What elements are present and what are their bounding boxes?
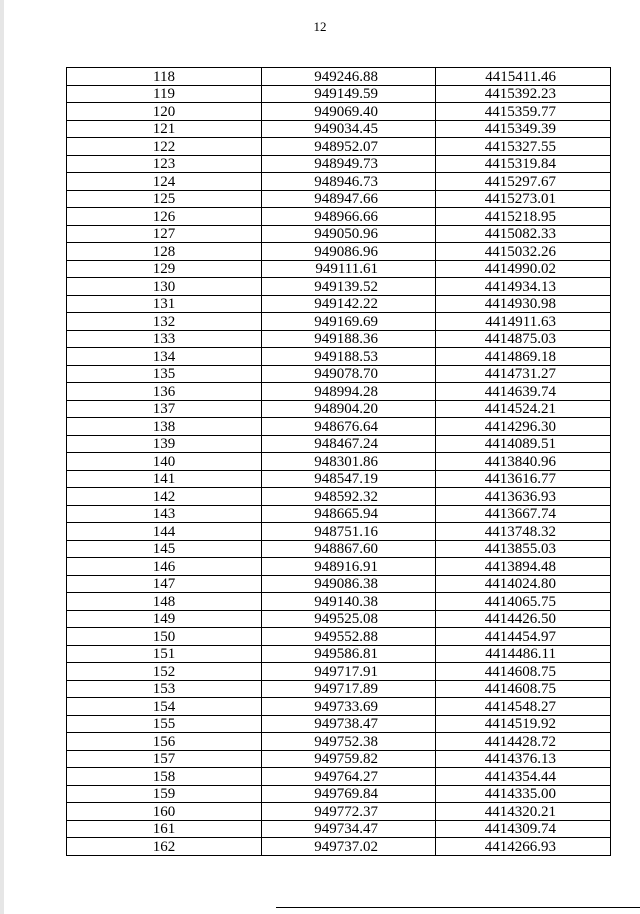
y-coordinate-cell: 4415297.67	[436, 173, 611, 191]
point-number-cell: 145	[67, 540, 262, 558]
point-number-cell: 143	[67, 505, 262, 523]
x-coordinate-cell: 949738.47	[262, 715, 436, 733]
x-coordinate-cell: 949759.82	[262, 750, 436, 768]
table-row	[67, 680, 611, 698]
x-coordinate-cell: 949552.88	[262, 628, 436, 646]
table-row	[67, 225, 611, 243]
point-number-cell: 127	[67, 225, 262, 243]
table-row	[67, 103, 611, 121]
point-number-cell: 138	[67, 418, 262, 436]
point-number-cell: 137	[67, 400, 262, 418]
x-coordinate-cell: 949246.88	[262, 68, 436, 86]
y-coordinate-cell: 4414639.74	[436, 383, 611, 401]
table-row	[67, 418, 611, 436]
y-coordinate-cell: 4414519.92	[436, 715, 611, 733]
table-row	[67, 663, 611, 681]
y-coordinate-cell: 4414426.50	[436, 610, 611, 628]
table-row	[67, 785, 611, 803]
y-coordinate-cell: 4414335.00	[436, 785, 611, 803]
x-coordinate-cell: 949149.59	[262, 85, 436, 103]
y-coordinate-cell: 4414930.98	[436, 295, 611, 313]
x-coordinate-cell: 949142.22	[262, 295, 436, 313]
y-coordinate-cell: 4413748.32	[436, 523, 611, 541]
x-coordinate-cell: 949188.53	[262, 348, 436, 366]
point-number-cell: 151	[67, 645, 262, 663]
point-number-cell: 152	[67, 663, 262, 681]
point-number-cell: 147	[67, 575, 262, 593]
y-coordinate-cell: 4413840.96	[436, 453, 611, 471]
x-coordinate-cell: 948547.19	[262, 470, 436, 488]
x-coordinate-cell: 949188.36	[262, 330, 436, 348]
x-coordinate-cell: 948966.66	[262, 208, 436, 226]
point-number-cell: 125	[67, 190, 262, 208]
table-row	[67, 453, 611, 471]
table-row	[67, 820, 611, 838]
y-coordinate-cell: 4414548.27	[436, 698, 611, 716]
point-number-cell: 134	[67, 348, 262, 366]
table-row	[67, 488, 611, 506]
x-coordinate-cell: 948994.28	[262, 383, 436, 401]
x-coordinate-cell: 949717.91	[262, 663, 436, 681]
y-coordinate-cell: 4414486.11	[436, 645, 611, 663]
x-coordinate-cell: 948949.73	[262, 155, 436, 173]
x-coordinate-cell: 949086.96	[262, 243, 436, 261]
x-coordinate-cell: 949078.70	[262, 365, 436, 383]
table-row	[67, 715, 611, 733]
point-number-cell: 126	[67, 208, 262, 226]
table-row	[67, 523, 611, 541]
x-coordinate-cell: 949734.47	[262, 820, 436, 838]
point-number-cell: 123	[67, 155, 262, 173]
table-row	[67, 435, 611, 453]
table-row	[67, 838, 611, 856]
point-number-cell: 135	[67, 365, 262, 383]
point-number-cell: 159	[67, 785, 262, 803]
y-coordinate-cell: 4414608.75	[436, 680, 611, 698]
table-row	[67, 365, 611, 383]
point-number-cell: 148	[67, 593, 262, 611]
table-row	[67, 750, 611, 768]
y-coordinate-cell: 4415319.84	[436, 155, 611, 173]
y-coordinate-cell: 4414354.44	[436, 768, 611, 786]
y-coordinate-cell: 4414376.13	[436, 750, 611, 768]
y-coordinate-cell: 4415032.26	[436, 243, 611, 261]
x-coordinate-cell: 949769.84	[262, 785, 436, 803]
y-coordinate-cell: 4415327.55	[436, 138, 611, 156]
y-coordinate-cell: 4414454.97	[436, 628, 611, 646]
y-coordinate-cell: 4414089.51	[436, 435, 611, 453]
point-number-cell: 118	[67, 68, 262, 86]
y-coordinate-cell: 4414309.74	[436, 820, 611, 838]
table-row	[67, 313, 611, 331]
point-number-cell: 136	[67, 383, 262, 401]
point-number-cell: 161	[67, 820, 262, 838]
table-row	[67, 330, 611, 348]
point-number-cell: 158	[67, 768, 262, 786]
x-coordinate-cell: 949752.38	[262, 733, 436, 751]
x-coordinate-cell: 949717.89	[262, 680, 436, 698]
x-coordinate-cell: 948301.86	[262, 453, 436, 471]
point-number-cell: 140	[67, 453, 262, 471]
table-row	[67, 505, 611, 523]
point-number-cell: 155	[67, 715, 262, 733]
y-coordinate-cell: 4415359.77	[436, 103, 611, 121]
point-number-cell: 132	[67, 313, 262, 331]
point-number-cell: 122	[67, 138, 262, 156]
x-coordinate-cell: 949139.52	[262, 278, 436, 296]
page-number: 12	[313, 19, 327, 34]
table-row	[67, 208, 611, 226]
y-coordinate-cell: 4414869.18	[436, 348, 611, 366]
table-row	[67, 295, 611, 313]
x-coordinate-cell: 948952.07	[262, 138, 436, 156]
x-coordinate-cell: 949772.37	[262, 803, 436, 821]
table-row	[67, 540, 611, 558]
y-coordinate-cell: 4414024.80	[436, 575, 611, 593]
point-number-cell: 124	[67, 173, 262, 191]
y-coordinate-cell: 4415392.23	[436, 85, 611, 103]
point-number-cell: 120	[67, 103, 262, 121]
point-number-cell: 153	[67, 680, 262, 698]
bottom-rule	[276, 907, 640, 908]
y-coordinate-cell: 4413616.77	[436, 470, 611, 488]
scan-edge	[0, 0, 4, 914]
y-coordinate-cell: 4414990.02	[436, 260, 611, 278]
point-number-cell: 146	[67, 558, 262, 576]
x-coordinate-cell: 948467.24	[262, 435, 436, 453]
y-coordinate-cell: 4413667.74	[436, 505, 611, 523]
table-row	[67, 803, 611, 821]
y-coordinate-cell: 4413894.48	[436, 558, 611, 576]
x-coordinate-cell: 949069.40	[262, 103, 436, 121]
table-row	[67, 85, 611, 103]
table-row	[67, 610, 611, 628]
table-row	[67, 155, 611, 173]
table-row	[67, 190, 611, 208]
point-number-cell: 162	[67, 838, 262, 856]
table-row	[67, 645, 611, 663]
x-coordinate-cell: 949086.38	[262, 575, 436, 593]
table-row	[67, 243, 611, 261]
y-coordinate-cell: 4414296.30	[436, 418, 611, 436]
y-coordinate-cell: 4414524.21	[436, 400, 611, 418]
table-row	[67, 628, 611, 646]
point-number-cell: 160	[67, 803, 262, 821]
table-row	[67, 575, 611, 593]
table-row	[67, 470, 611, 488]
point-number-cell: 150	[67, 628, 262, 646]
table-row	[67, 400, 611, 418]
table-row	[67, 120, 611, 138]
table-row	[67, 138, 611, 156]
table-row	[67, 278, 611, 296]
y-coordinate-cell: 4414934.13	[436, 278, 611, 296]
x-coordinate-cell: 948592.32	[262, 488, 436, 506]
y-coordinate-cell: 4415273.01	[436, 190, 611, 208]
x-coordinate-cell: 948665.94	[262, 505, 436, 523]
x-coordinate-cell: 949586.81	[262, 645, 436, 663]
y-coordinate-cell: 4415218.95	[436, 208, 611, 226]
y-coordinate-cell: 4414911.63	[436, 313, 611, 331]
point-number-cell: 156	[67, 733, 262, 751]
x-coordinate-cell: 948751.16	[262, 523, 436, 541]
x-coordinate-cell: 948867.60	[262, 540, 436, 558]
table-row	[67, 558, 611, 576]
point-number-cell: 128	[67, 243, 262, 261]
y-coordinate-cell: 4414065.75	[436, 593, 611, 611]
x-coordinate-cell: 949525.08	[262, 610, 436, 628]
y-coordinate-cell: 4413855.03	[436, 540, 611, 558]
point-number-cell: 141	[67, 470, 262, 488]
point-number-cell: 154	[67, 698, 262, 716]
point-number-cell: 121	[67, 120, 262, 138]
y-coordinate-cell: 4414731.27	[436, 365, 611, 383]
coordinates-table	[66, 67, 611, 856]
table-row	[67, 348, 611, 366]
x-coordinate-cell: 949140.38	[262, 593, 436, 611]
x-coordinate-cell: 948916.91	[262, 558, 436, 576]
y-coordinate-cell: 4415349.39	[436, 120, 611, 138]
point-number-cell: 149	[67, 610, 262, 628]
point-number-cell: 139	[67, 435, 262, 453]
y-coordinate-cell: 4415411.46	[436, 68, 611, 86]
x-coordinate-cell: 949050.96	[262, 225, 436, 243]
y-coordinate-cell: 4414875.03	[436, 330, 611, 348]
x-coordinate-cell: 948676.64	[262, 418, 436, 436]
x-coordinate-cell: 948946.73	[262, 173, 436, 191]
point-number-cell: 133	[67, 330, 262, 348]
point-number-cell: 130	[67, 278, 262, 296]
point-number-cell: 119	[67, 85, 262, 103]
table-row	[67, 173, 611, 191]
x-coordinate-cell: 949169.69	[262, 313, 436, 331]
y-coordinate-cell: 4414320.21	[436, 803, 611, 821]
y-coordinate-cell: 4415082.33	[436, 225, 611, 243]
point-number-cell: 157	[67, 750, 262, 768]
x-coordinate-cell: 948947.66	[262, 190, 436, 208]
table-row	[67, 68, 611, 86]
x-coordinate-cell: 949733.69	[262, 698, 436, 716]
x-coordinate-cell: 948904.20	[262, 400, 436, 418]
y-coordinate-cell: 4414608.75	[436, 663, 611, 681]
y-coordinate-cell: 4413636.93	[436, 488, 611, 506]
table-row	[67, 698, 611, 716]
point-number-cell: 144	[67, 523, 262, 541]
y-coordinate-cell: 4414428.72	[436, 733, 611, 751]
point-number-cell: 142	[67, 488, 262, 506]
x-coordinate-cell: 949764.27	[262, 768, 436, 786]
x-coordinate-cell: 949737.02	[262, 838, 436, 856]
coordinates-table-body	[67, 68, 611, 856]
y-coordinate-cell: 4414266.93	[436, 838, 611, 856]
x-coordinate-cell: 949034.45	[262, 120, 436, 138]
table-row	[67, 383, 611, 401]
point-number-cell: 131	[67, 295, 262, 313]
table-row	[67, 733, 611, 751]
table-row	[67, 260, 611, 278]
x-coordinate-cell: 949111.61	[262, 260, 436, 278]
table-row	[67, 593, 611, 611]
table-row	[67, 768, 611, 786]
point-number-cell: 129	[67, 260, 262, 278]
